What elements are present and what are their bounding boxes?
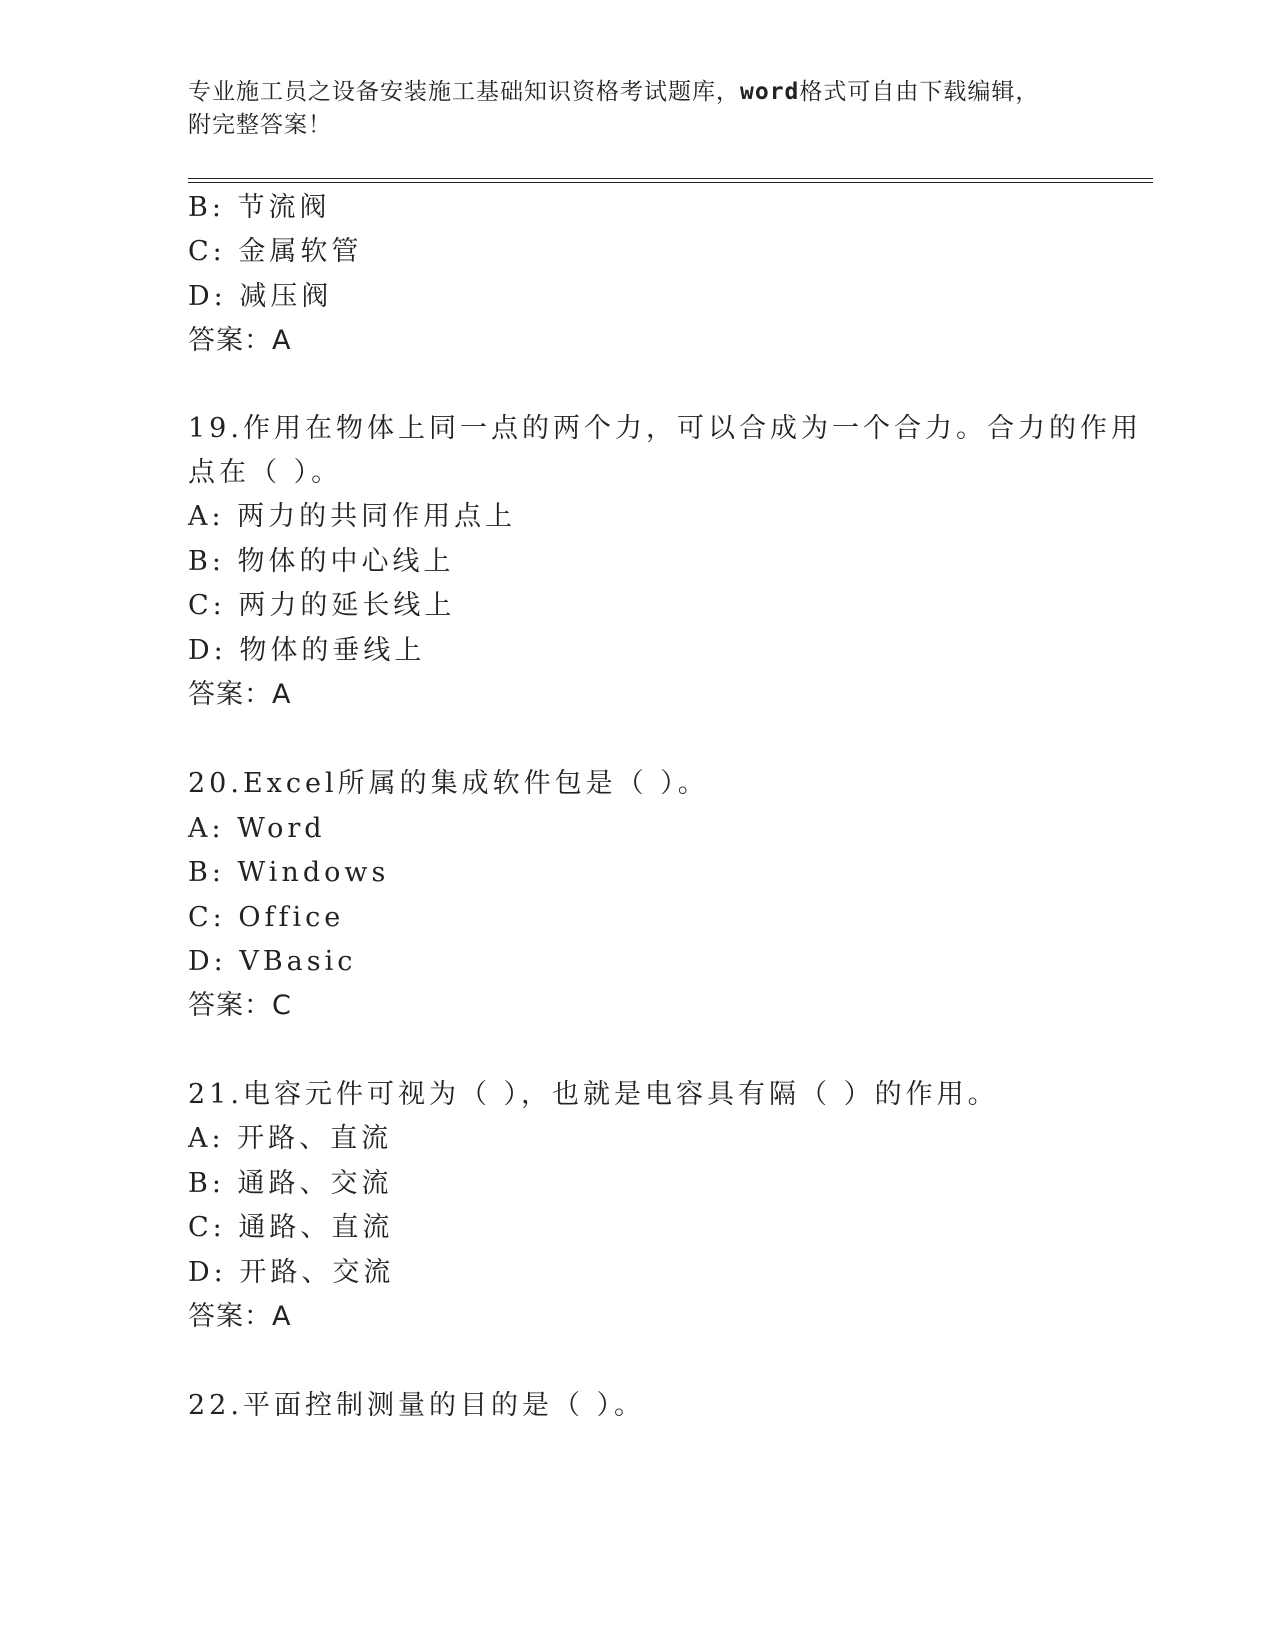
- q21-option-d: D: 开路、交流: [188, 1257, 395, 1288]
- q20-option-a: A: Word: [188, 813, 326, 844]
- header-text-b: 格式可自由下载编辑，: [799, 79, 1040, 105]
- q20-answer: 答案：C: [188, 990, 292, 1021]
- header-divider: [188, 178, 1153, 183]
- q21-answer: 答案：A: [188, 1301, 292, 1332]
- header-word-label: word: [740, 79, 800, 105]
- q22-stem: 22.平面控制测量的目的是（ ）。: [188, 1390, 646, 1421]
- q21-stem: 21.电容元件可视为（ ），也就是电容具有隔（ ）的作用。: [188, 1079, 999, 1110]
- q18-option-b: B: 节流阀: [188, 192, 331, 223]
- q19-answer: 答案：A: [188, 679, 292, 710]
- q19-option-a: A: 两力的共同作用点上: [188, 501, 517, 532]
- q18-answer: 答案：A: [188, 325, 292, 356]
- q19-option-b: B: 物体的中心线上: [188, 546, 455, 577]
- q20-option-d: D: VBasic: [188, 946, 357, 977]
- q19-option-d: D: 物体的垂线上: [188, 635, 426, 666]
- q19-stem-line-1: 19.作用在物体上同一点的两个力，可以合成为一个合力。合力的作用: [188, 413, 1142, 444]
- q19-option-c: C: 两力的延长线上: [188, 590, 456, 621]
- q21-option-c: C: 通路、直流: [188, 1212, 394, 1243]
- q19-stem-line-2: 点在（ ）。: [188, 457, 343, 488]
- q20-option-c: C: Office: [188, 902, 345, 933]
- q18-option-c: C: 金属软管: [188, 236, 363, 267]
- q20-stem: 20.Excel所属的集成软件包是（ ）。: [188, 768, 709, 799]
- document-header: [188, 76, 1088, 142]
- q20-option-b: B: Windows: [188, 857, 390, 888]
- q18-option-d: D: 减压阀: [188, 281, 333, 312]
- q21-option-b: B: 通路、交流: [188, 1168, 393, 1199]
- header-line-1: [188, 76, 1088, 109]
- header-line-2: 附完整答案！: [188, 112, 332, 138]
- header-text-a: 专业施工员之设备安装施工基础知识资格考试题库，: [188, 79, 740, 105]
- q21-option-a: A: 开路、直流: [188, 1123, 393, 1154]
